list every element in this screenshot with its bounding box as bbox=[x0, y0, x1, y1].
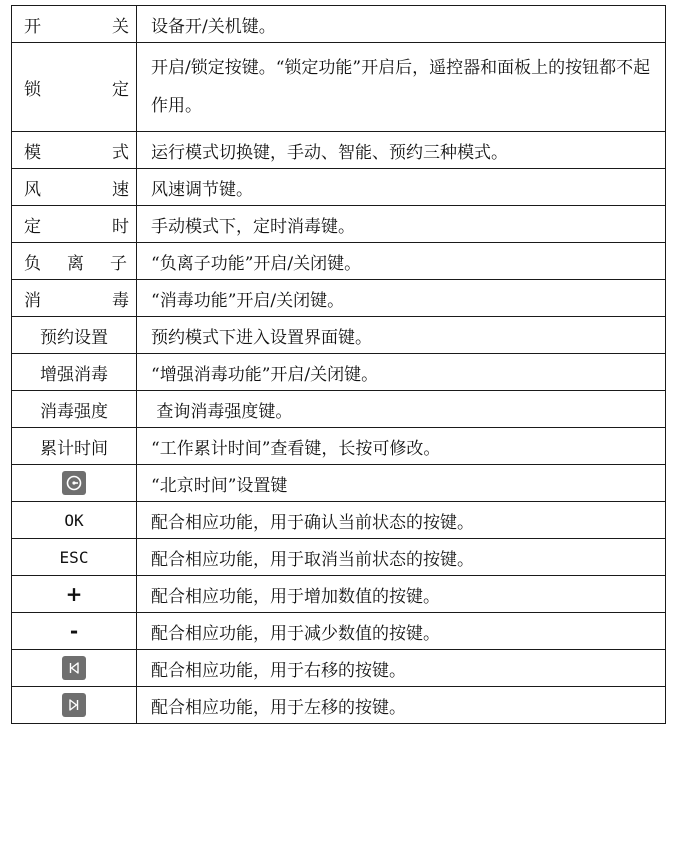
description-cell: 运行模式切换键，手动、智能、预约三种模式。 bbox=[137, 132, 666, 169]
key-cell bbox=[12, 687, 137, 724]
description-cell: 查询消毒强度键。 bbox=[137, 391, 666, 428]
key-label: OK bbox=[64, 510, 84, 530]
table-row bbox=[12, 465, 666, 502]
skip-right-button-icon bbox=[62, 693, 86, 717]
table-row bbox=[12, 428, 666, 465]
description-cell: 配合相应功能，用于左移的按键。 bbox=[137, 687, 666, 724]
table-row bbox=[12, 206, 666, 243]
key-cell bbox=[12, 280, 137, 317]
table-row bbox=[12, 354, 666, 391]
key-label: 累计时间 bbox=[40, 438, 108, 459]
key-cell bbox=[12, 502, 137, 539]
key-cell bbox=[12, 539, 137, 576]
key-cell bbox=[12, 465, 137, 502]
table-row bbox=[12, 650, 666, 687]
description-cell: 配合相应功能，用于右移的按键。 bbox=[137, 650, 666, 687]
key-label: 开关 bbox=[24, 16, 129, 37]
key-label: 增强消毒 bbox=[40, 364, 108, 385]
table-row bbox=[12, 687, 666, 724]
key-label: 负离子 bbox=[24, 253, 127, 274]
key-cell bbox=[12, 650, 137, 687]
table-row bbox=[12, 317, 666, 354]
description-cell: 配合相应功能，用于确认当前状态的按键。 bbox=[137, 502, 666, 539]
key-cell bbox=[12, 169, 137, 206]
description-cell: “工作累计时间”查看键，长按可修改。 bbox=[137, 428, 666, 465]
key-cell bbox=[12, 428, 137, 465]
key-cell bbox=[12, 317, 137, 354]
key-label: 预约设置 bbox=[40, 327, 108, 348]
key-cell bbox=[12, 576, 137, 613]
table-row bbox=[12, 539, 666, 576]
key-cell bbox=[12, 206, 137, 243]
description-cell: “北京时间”设置键 bbox=[137, 465, 666, 502]
skip-left-button-icon bbox=[62, 656, 86, 680]
description-cell: 配合相应功能，用于减少数值的按键。 bbox=[137, 613, 666, 650]
key-label: 风速 bbox=[24, 179, 129, 200]
key-cell bbox=[12, 43, 137, 132]
table-row bbox=[12, 391, 666, 428]
description-cell: 配合相应功能，用于取消当前状态的按键。 bbox=[137, 539, 666, 576]
description-cell: 设备开/关机键。 bbox=[137, 6, 666, 43]
key-label: 消毒强度 bbox=[40, 401, 108, 422]
key-label: + bbox=[65, 582, 83, 606]
key-cell bbox=[12, 6, 137, 43]
description-cell: 预约模式下进入设置界面键。 bbox=[137, 317, 666, 354]
description-cell: “负离子功能”开启/关闭键。 bbox=[137, 243, 666, 280]
table-row bbox=[12, 6, 666, 43]
table-row bbox=[12, 43, 666, 132]
description-cell: “增强消毒功能”开启/关闭键。 bbox=[137, 354, 666, 391]
key-label: 锁定 bbox=[24, 79, 129, 100]
description-cell: “消毒功能”开启/关闭键。 bbox=[137, 280, 666, 317]
key-label: ESC bbox=[59, 547, 89, 567]
key-cell bbox=[12, 391, 137, 428]
table-row bbox=[12, 280, 666, 317]
key-label: - bbox=[69, 619, 79, 643]
key-label: 定时 bbox=[24, 216, 129, 237]
clock-button-icon bbox=[62, 471, 86, 495]
description-cell: 风速调节键。 bbox=[137, 169, 666, 206]
description-cell: 手动模式下，定时消毒键。 bbox=[137, 206, 666, 243]
table-row bbox=[12, 576, 666, 613]
key-cell bbox=[12, 354, 137, 391]
key-cell bbox=[12, 132, 137, 169]
table-row bbox=[12, 132, 666, 169]
table-row bbox=[12, 502, 666, 539]
table-row bbox=[12, 243, 666, 280]
key-label: 消毒 bbox=[24, 290, 129, 311]
key-function-table bbox=[11, 5, 666, 724]
key-cell bbox=[12, 613, 137, 650]
table-row bbox=[12, 169, 666, 206]
key-label: 模式 bbox=[24, 142, 129, 163]
table-row bbox=[12, 613, 666, 650]
description-cell: 配合相应功能，用于增加数值的按键。 bbox=[137, 576, 666, 613]
key-cell bbox=[12, 243, 137, 280]
description-cell: 开启/锁定按键。“锁定功能”开启后，遥控器和面板上的按钮都不起作用。 bbox=[137, 43, 666, 132]
